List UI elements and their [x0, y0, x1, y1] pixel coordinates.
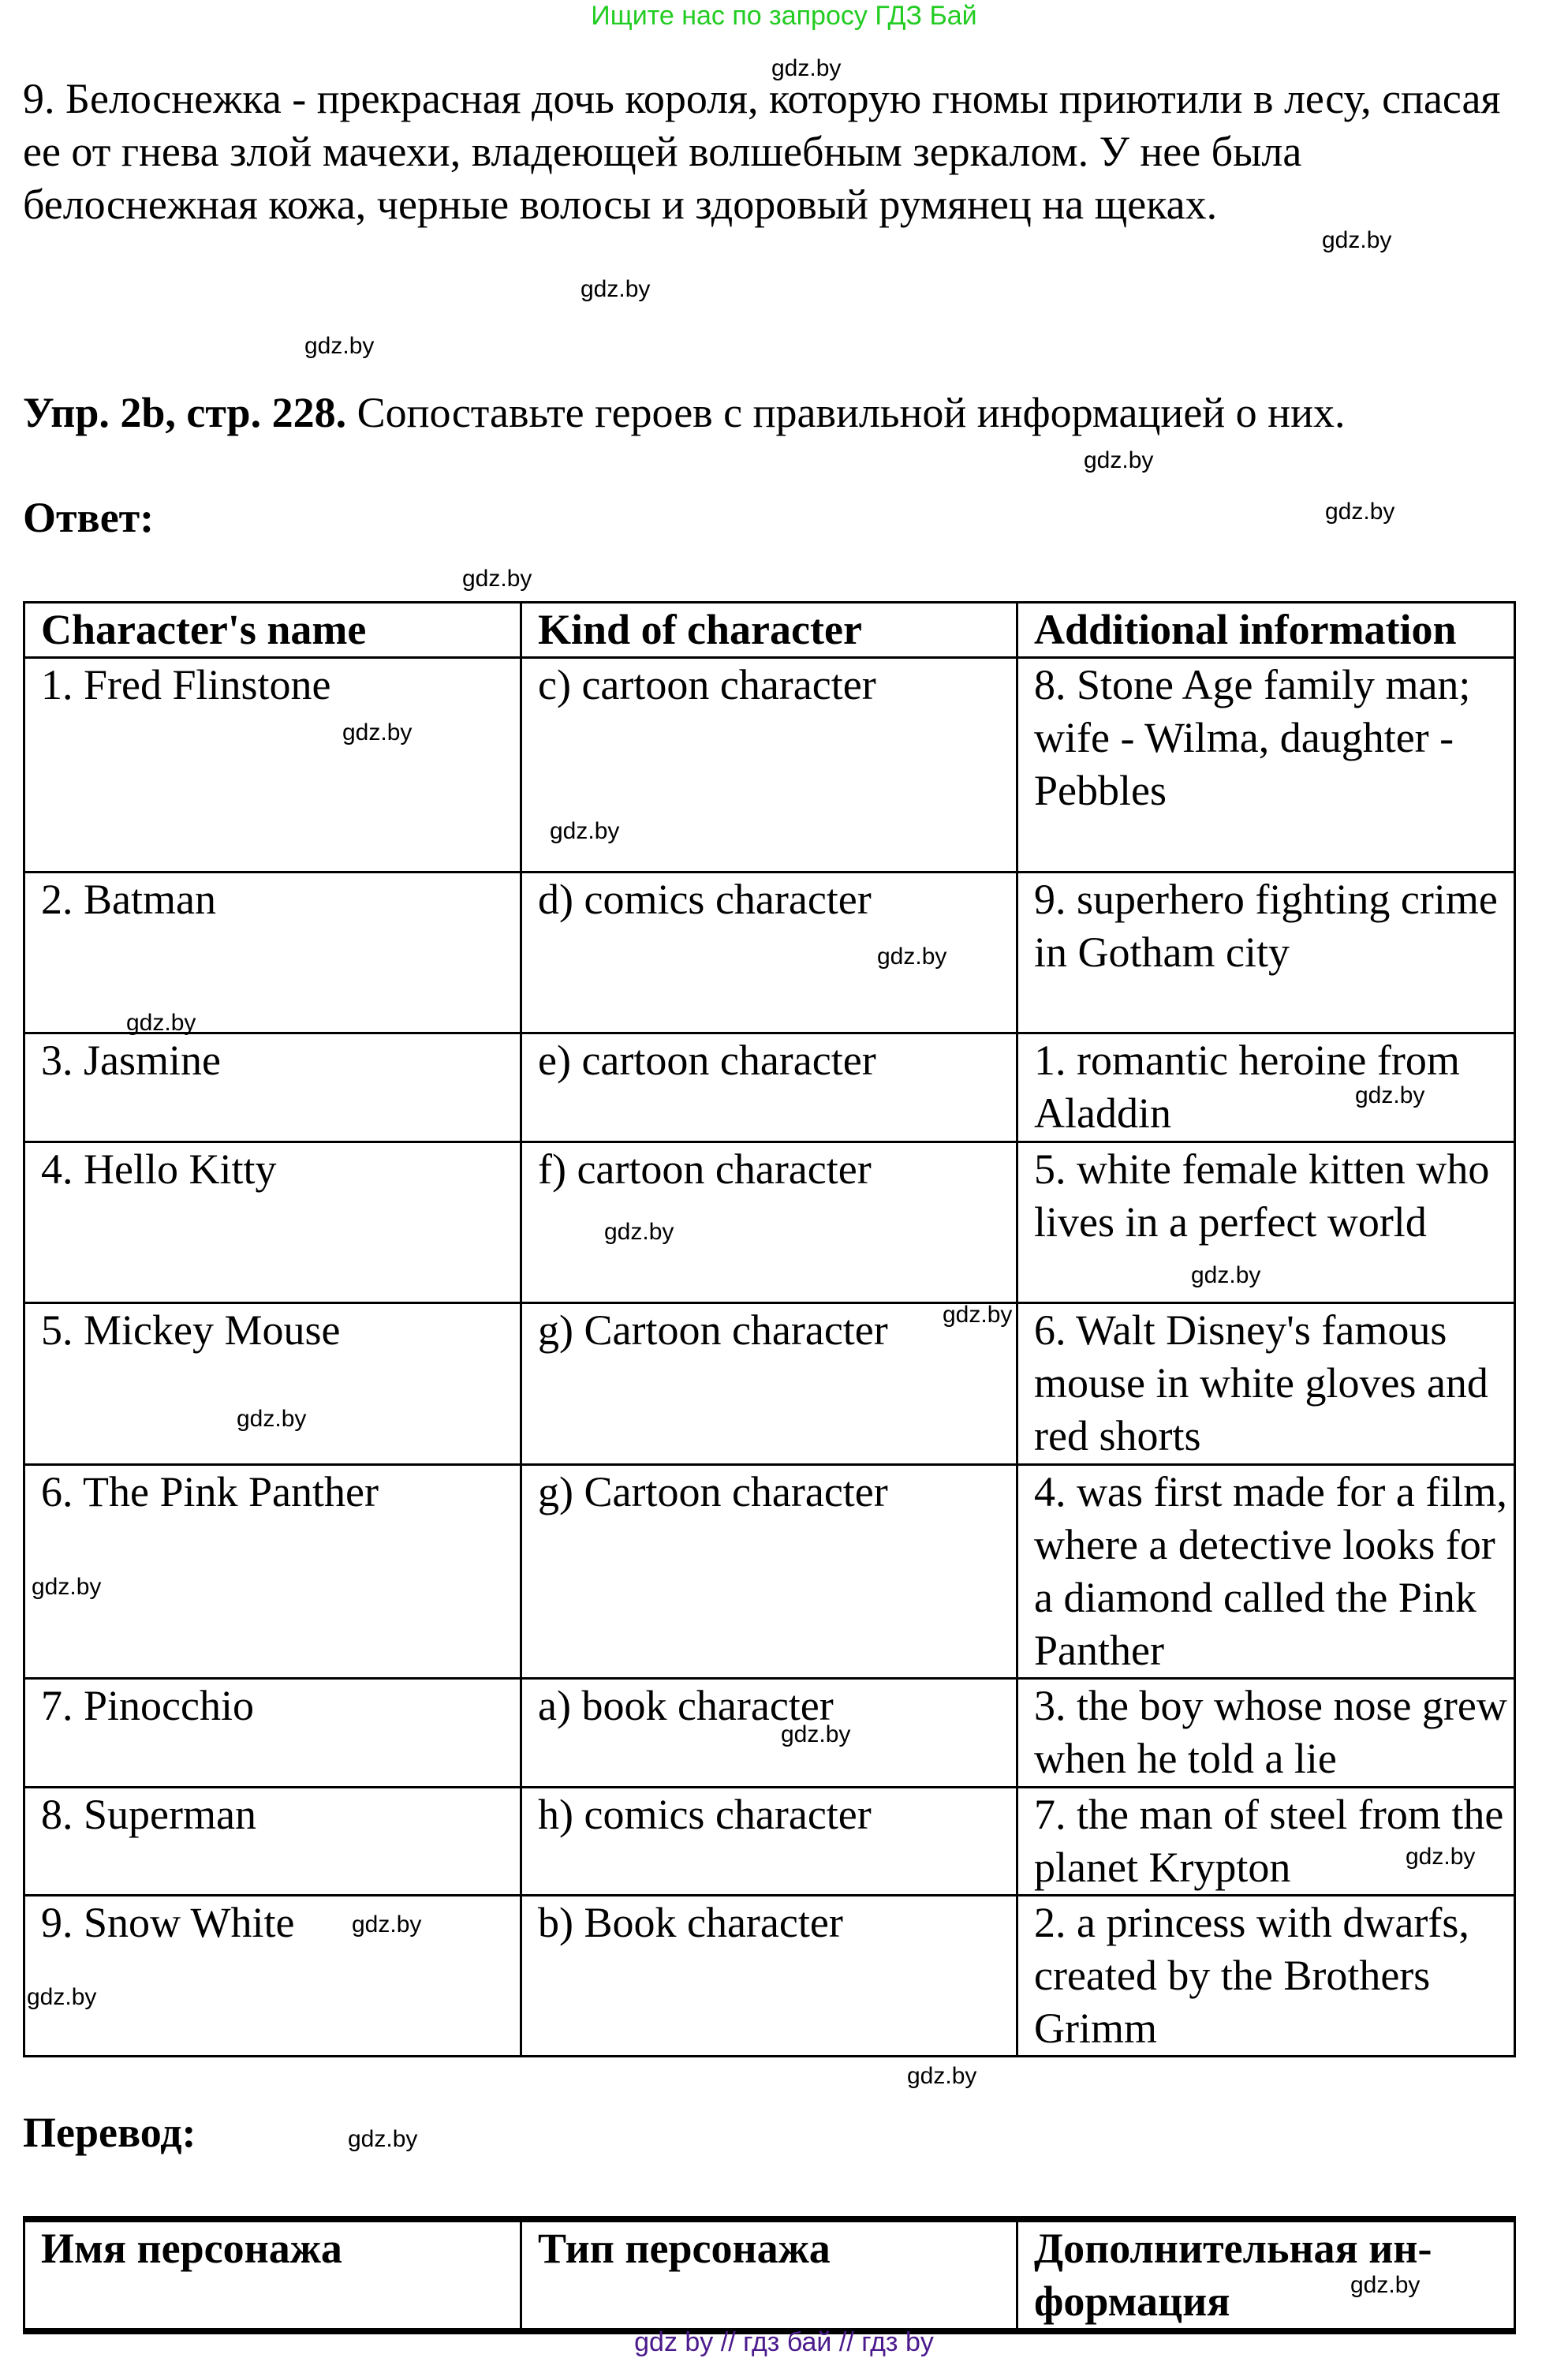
watermark: gdz.by	[1325, 499, 1395, 525]
table-row	[24, 1303, 1515, 1465]
table-row	[24, 1788, 1515, 1896]
cell-name: 7. Pinocchio	[24, 1679, 521, 1788]
watermark: gdz.by	[1322, 227, 1392, 253]
cell-info: 8. Stone Age family man; wife - Wilma, daughter - Pebbles	[1017, 658, 1515, 873]
answer-label: Ответ:	[23, 494, 155, 541]
watermark: gdz.by	[877, 944, 947, 970]
cell-info: 4. was first made for a film, where a detective looks for a diamond called the Pink Panther	[1017, 1465, 1515, 1679]
watermark: gdz.by	[1406, 1844, 1476, 1870]
header-kind-ru: Тип персонажа	[521, 2219, 1017, 2331]
watermark: gdz.by	[32, 1574, 102, 1600]
cell-kind: g) Cartoon character	[521, 1465, 1017, 1679]
search-banner[interactable]: Ищите нас по запросу ГДЗ Бай	[591, 1, 977, 31]
watermark: gdz.by	[581, 276, 651, 302]
table-row	[24, 1033, 1515, 1142]
table-row	[24, 873, 1515, 1033]
exercise-heading	[23, 387, 1345, 439]
watermark: gdz.by	[237, 1406, 307, 1432]
watermark: gdz.by	[1355, 1082, 1425, 1108]
cell-info: 2. a princess with dwarfs, created by the Brothers Grimm	[1017, 1896, 1515, 2057]
watermark: gdz.by	[342, 719, 413, 746]
header-name: Character's name	[24, 603, 521, 658]
table-row	[24, 1679, 1515, 1788]
cell-info: 1. romantic heroine from Aladdin	[1017, 1033, 1515, 1142]
cell-name: 2. Batman	[24, 873, 521, 1033]
cell-name: 4. Hello Kitty	[24, 1142, 521, 1303]
cell-kind: h) comics character	[521, 1788, 1017, 1896]
cell-kind: a) book character	[521, 1679, 1017, 1788]
table-header-row	[24, 603, 1515, 658]
cell-info: 7. the man of steel from the planet Krypton	[1017, 1788, 1515, 1896]
table-row	[24, 1142, 1515, 1303]
header-name-ru: Имя персонажа	[24, 2219, 521, 2331]
cell-name: 8. Superman	[24, 1788, 521, 1896]
watermark: gdz.by	[462, 566, 532, 592]
watermark: gdz.by	[348, 2126, 418, 2152]
header-kind: Kind of character	[521, 603, 1017, 658]
cell-name: 5. Mickey Mouse	[24, 1303, 521, 1465]
footer-links[interactable]: gdz by // гдз бай // гдз by	[634, 2327, 934, 2357]
cell-info: 5. white female kitten who lives in a perfect world	[1017, 1142, 1515, 1303]
watermark: gdz.by	[126, 1010, 196, 1036]
answer-table	[23, 601, 1516, 2057]
watermark: gdz.by	[907, 2063, 977, 2089]
cell-info: 6. Walt Disney's famous mouse in white gloves and red shorts	[1017, 1303, 1515, 1465]
cell-kind: c) cartoon character	[521, 658, 1017, 873]
cell-kind: b) Book character	[521, 1896, 1017, 2057]
watermark: gdz.by	[771, 55, 842, 81]
watermark: gdz.by	[27, 1984, 97, 2010]
snow-white-paragraph: 9. Белоснежка - прекрасная дочь короля, которую гномы приютили в лесу, спасая ее от гнева злой мачехи, владеющей волшебным зеркалом. У нее была белоснежная кожа, черные волосы и здоровый румянец на щеках.	[23, 75, 1501, 228]
watermark: gdz.by	[1350, 2272, 1421, 2298]
cell-info: 9. superhero fighting crime in Gotham city	[1017, 873, 1515, 1033]
table-row	[24, 1896, 1515, 2057]
watermark: gdz.by	[943, 1302, 1013, 1328]
cell-info: 3. the boy whose nose grew when he told a lie	[1017, 1679, 1515, 1788]
header-info: Additional information	[1017, 603, 1515, 658]
cell-kind: g) Cartoon character	[521, 1303, 1017, 1465]
translation-header-row	[24, 2219, 1515, 2331]
cell-kind: d) comics character	[521, 873, 1017, 1033]
table-row	[24, 658, 1515, 873]
exercise-label: Упр. 2b, стр. 228.	[23, 389, 347, 436]
watermark: gdz.by	[604, 1219, 674, 1245]
translation-table	[23, 2216, 1516, 2334]
cell-name: 6. The Pink Panther	[24, 1465, 521, 1679]
cell-name: 3. Jasmine	[24, 1033, 521, 1142]
watermark: gdz.by	[1191, 1262, 1261, 1288]
exercise-text: Сопоставьте героев с правильной информацией о них.	[346, 389, 1346, 436]
watermark: gdz.by	[304, 333, 375, 359]
cell-kind: f) cartoon character	[521, 1142, 1017, 1303]
watermark: gdz.by	[1084, 447, 1154, 473]
watermark: gdz.by	[781, 1721, 851, 1747]
watermark: gdz.by	[352, 1911, 422, 1938]
header-info-ru: Дополнительная ин-формация	[1017, 2219, 1515, 2331]
cell-kind: e) cartoon character	[521, 1033, 1017, 1142]
cell-name: 9. Snow White	[24, 1896, 521, 2057]
translation-label: Перевод:	[23, 2109, 196, 2156]
cell-name: 1. Fred Flinstone	[24, 658, 521, 873]
watermark: gdz.by	[550, 818, 620, 844]
table-row	[24, 1465, 1515, 1679]
